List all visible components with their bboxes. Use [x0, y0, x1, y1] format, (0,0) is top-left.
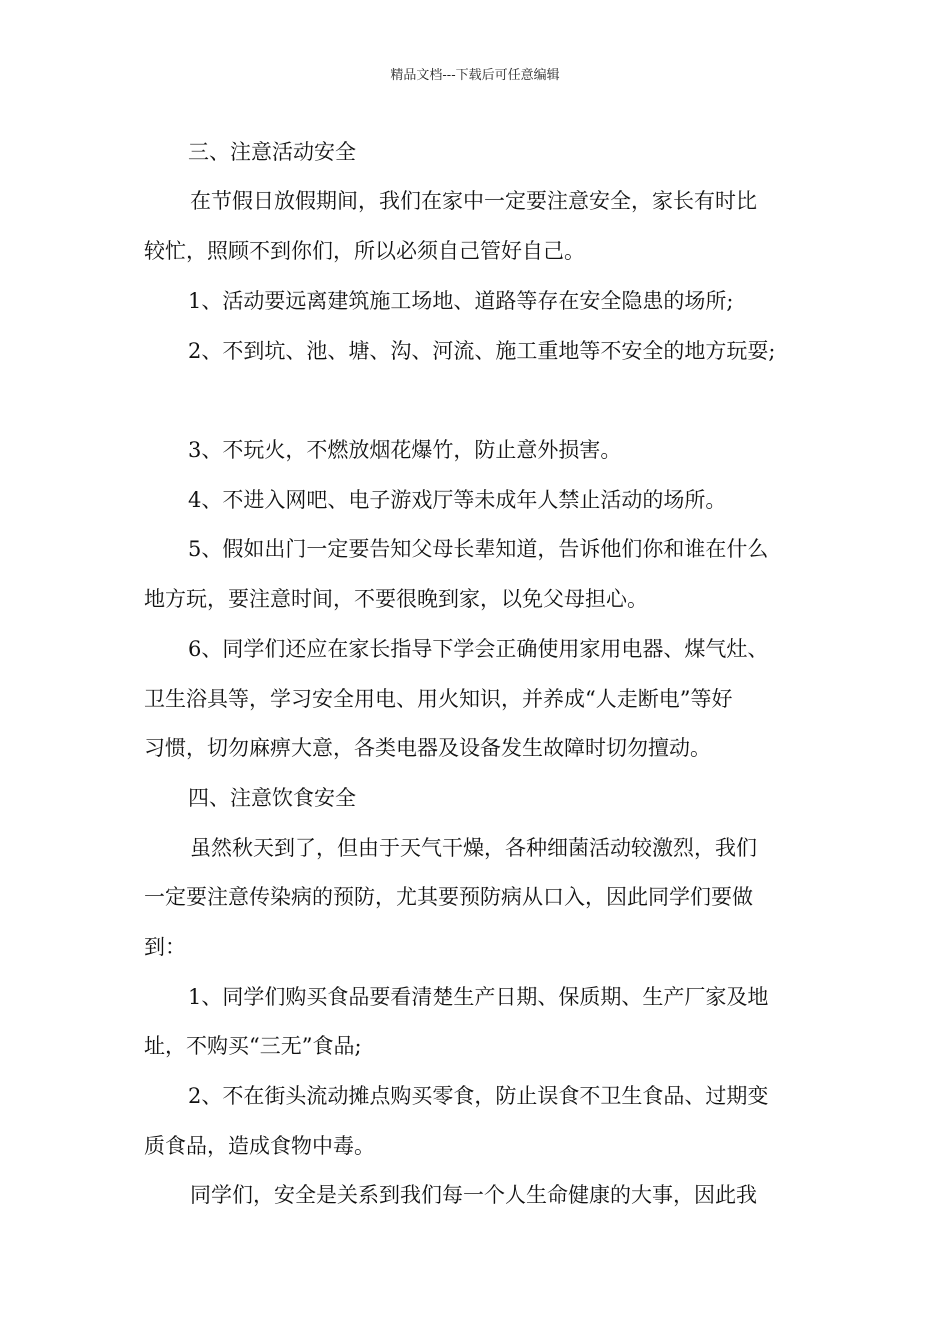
paragraph-line: 同学们，安全是关系到我们每一个人生命健康的大事，因此我: [190, 1183, 757, 1207]
list-item: 3、不玩火，不燃放烟花爆竹，防止意外损害。: [188, 438, 622, 462]
list-item: 2、不在街头流动摊点购买零食，防止误食不卫生食品、过期变: [188, 1084, 769, 1108]
list-item: 4、不进入网吧、电子游戏厅等未成年人禁止活动的场所。: [188, 488, 727, 512]
section-heading: 三、注意活动安全: [188, 140, 356, 164]
list-item: 6、同学们还应在家长指导下学会正确使用家用电器、煤气灶、: [188, 637, 769, 661]
paragraph-line: 址，不购买“三无”食品;: [144, 1034, 362, 1058]
paragraph-line: 习惯，切勿麻痹大意，各类电器及设备发生故障时切勿擅动。: [144, 736, 711, 760]
paragraph-line: 质食品，造成食物中毒。: [144, 1134, 375, 1158]
paragraph-line: 在节假日放假期间，我们在家中一定要注意安全，家长有时比: [190, 189, 757, 213]
paragraph-line: 一定要注意传染病的预防，尤其要预防病从口入，因此同学们要做: [144, 885, 753, 909]
list-item: 1、活动要远离建筑施工场地、道路等存在安全隐患的场所;: [188, 289, 734, 313]
page-header: 精品文档---下载后可任意编辑: [390, 68, 560, 83]
paragraph-line: 虽然秋天到了，但由于天气干燥，各种细菌活动较激烈，我们: [190, 836, 757, 860]
section-heading: 四、注意饮食安全: [188, 786, 356, 810]
paragraph-line: 卫生浴具等，学习安全用电、用火知识，并养成“人走断电”等好: [144, 687, 733, 711]
paragraph-line: 到：: [144, 935, 186, 959]
list-item: 2、不到坑、池、塘、沟、河流、施工重地等不安全的地方玩耍;: [188, 339, 776, 363]
paragraph-line: 地方玩，要注意时间，不要很晚到家，以免父母担心。: [144, 587, 648, 611]
paragraph-line: 较忙，照顾不到你们，所以必须自己管好自己。: [144, 239, 585, 263]
list-item: 1、同学们购买食品要看清楚生产日期、保质期、生产厂家及地: [188, 985, 769, 1009]
list-item: 5、假如出门一定要告知父母长辈知道，告诉他们你和谁在什么: [188, 537, 769, 561]
